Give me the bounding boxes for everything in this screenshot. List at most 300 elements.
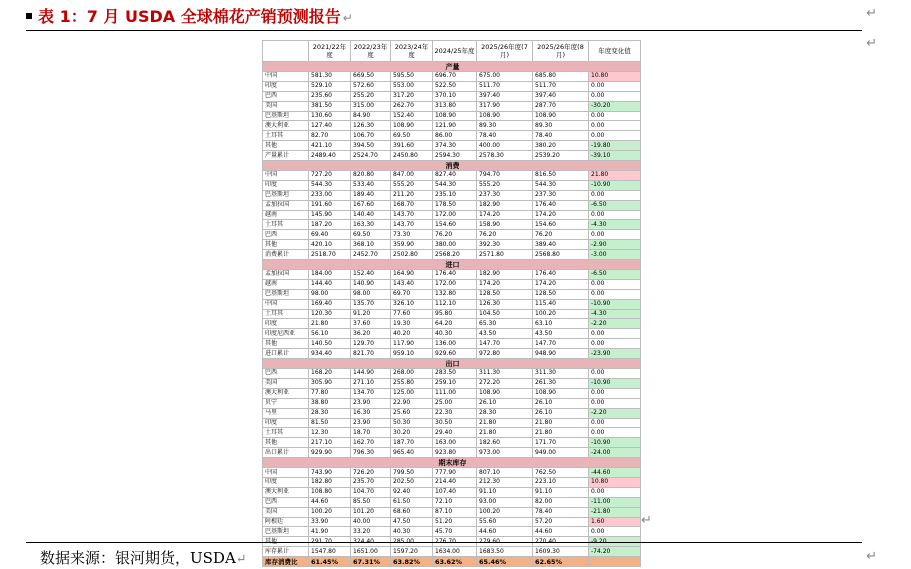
table-cell: 182.80 (309, 477, 351, 487)
table-cell: 21.80 (477, 428, 533, 438)
table-cell: 108.90 (533, 388, 589, 398)
section-header-row (263, 458, 641, 468)
row-label: 阿根廷 (263, 517, 309, 527)
table-body (263, 62, 641, 567)
table-cell: 397.40 (477, 91, 533, 101)
table-cell: 77.80 (309, 388, 351, 398)
table-cell: 108.90 (533, 111, 589, 121)
table-cell: 38.80 (309, 398, 351, 408)
table-cell: 287.70 (533, 101, 589, 111)
table-cell: 2594.30 (433, 151, 477, 161)
table-cell: 28.30 (477, 408, 533, 418)
table-cell: 112.10 (433, 299, 477, 309)
table-row (263, 289, 641, 299)
table-cell: 40.30 (433, 329, 477, 339)
change-cell: 0.00 (589, 190, 641, 200)
table-cell: 104.70 (351, 487, 391, 497)
table-cell: 233.00 (309, 190, 351, 200)
table-cell: 167.60 (351, 200, 391, 210)
table-cell: 182.90 (477, 200, 533, 210)
table-cell: 143.70 (391, 220, 433, 230)
change-cell: -6.50 (589, 200, 641, 210)
table-cell: 816.50 (533, 171, 589, 181)
table-row (263, 190, 641, 200)
table-row (263, 349, 641, 359)
row-label: 澳大利亚 (263, 388, 309, 398)
table-cell: 61.45% (309, 557, 351, 567)
table-cell: 128.50 (477, 289, 533, 299)
table-cell: 929.60 (433, 349, 477, 359)
row-label: 进口累计 (263, 349, 309, 359)
table-cell: 62.65% (533, 557, 589, 567)
table-cell: 33.20 (351, 527, 391, 537)
table-cell: 65.30 (477, 319, 533, 329)
table-cell: 973.00 (477, 448, 533, 458)
table-cell: 73.30 (391, 230, 433, 240)
table-cell: 84.90 (351, 111, 391, 121)
table-cell: 121.90 (433, 121, 477, 131)
table-cell: 108.90 (477, 111, 533, 121)
table-cell: 172.00 (433, 210, 477, 220)
table-cell: 100.20 (533, 309, 589, 319)
table-cell: 26.10 (477, 398, 533, 408)
row-label: 美国 (263, 378, 309, 388)
table-cell: 125.00 (391, 388, 433, 398)
table-cell: 95.80 (433, 309, 477, 319)
table-cell: 104.50 (477, 309, 533, 319)
table-cell: 174.20 (533, 210, 589, 220)
change-cell: 0.00 (589, 428, 641, 438)
section-header-row (263, 359, 641, 369)
table-header-row (263, 41, 641, 62)
table-cell: 36.20 (351, 329, 391, 339)
table-cell: 389.40 (533, 240, 589, 250)
title-bullet (26, 13, 32, 19)
row-label: 澳大利亚 (263, 121, 309, 131)
table-cell: 85.50 (351, 497, 391, 507)
table-row (263, 339, 641, 349)
table-cell: 91.20 (351, 309, 391, 319)
row-label: 巴西 (263, 91, 309, 101)
table-cell: 223.10 (533, 477, 589, 487)
table-cell: 55.60 (477, 517, 533, 527)
table-cell: 163.30 (351, 220, 391, 230)
table-cell: 143.40 (391, 279, 433, 289)
table-cell: 63.10 (533, 319, 589, 329)
row-label: 美国 (263, 507, 309, 517)
table-cell: 217.10 (309, 438, 351, 448)
table-cell: 1651.00 (351, 547, 391, 557)
table-cell: 380.00 (433, 240, 477, 250)
table-cell: 45.70 (433, 527, 477, 537)
row-label: 中国 (263, 171, 309, 181)
change-cell: -10.90 (589, 378, 641, 388)
table-row (263, 220, 641, 230)
table-cell: 44.60 (309, 497, 351, 507)
table-cell: 145.90 (309, 210, 351, 220)
table-cell: 553.00 (391, 81, 433, 91)
table-cell: 794.70 (477, 171, 533, 181)
table-cell: 22.30 (433, 408, 477, 418)
row-label: 其他 (263, 141, 309, 151)
table-row (263, 517, 641, 527)
table-cell: 268.00 (391, 369, 433, 379)
change-cell: 21.80 (589, 171, 641, 181)
change-cell: -30.20 (589, 101, 641, 111)
table-cell: 19.30 (391, 319, 433, 329)
table-cell: 511.70 (477, 81, 533, 91)
table-cell: 696.70 (433, 72, 477, 82)
table-row (263, 250, 641, 260)
table-cell: 162.70 (351, 438, 391, 448)
table-cell: 82.70 (309, 131, 351, 141)
table-cell: 25.60 (391, 408, 433, 418)
table-cell: 72.10 (433, 497, 477, 507)
table-cell: 21.80 (533, 418, 589, 428)
table-cell: 65.46% (477, 557, 533, 567)
table-cell: 86.00 (433, 131, 477, 141)
table-cell: 132.80 (433, 289, 477, 299)
table-cell: 68.60 (391, 507, 433, 517)
table-cell: 313.80 (433, 101, 477, 111)
table-cell: 174.20 (477, 210, 533, 220)
table-cell: 394.50 (351, 141, 391, 151)
section-header-row (263, 260, 641, 270)
bottom-rule (26, 542, 862, 543)
table-cell: 154.60 (533, 220, 589, 230)
table-cell: 117.90 (391, 339, 433, 349)
table-cell: 359.90 (391, 240, 433, 250)
table-cell: 381.50 (309, 101, 351, 111)
table-cell: 23.90 (351, 398, 391, 408)
table-cell: 237.30 (477, 190, 533, 200)
row-label: 土耳其 (263, 428, 309, 438)
change-cell: -3.00 (589, 250, 641, 260)
table-row (263, 121, 641, 131)
change-cell: -39.10 (589, 151, 641, 161)
column-header: 年度变化值 (589, 41, 641, 62)
table-cell: 140.40 (351, 210, 391, 220)
table-cell: 108.90 (433, 111, 477, 121)
table-cell: 370.10 (433, 91, 477, 101)
table-cell: 82.00 (533, 497, 589, 507)
table-cell: 154.60 (433, 220, 477, 230)
table-cell: 326.10 (391, 299, 433, 309)
table-cell: 144.40 (309, 279, 351, 289)
table-cell: 51.20 (433, 517, 477, 527)
table-cell: 374.30 (433, 141, 477, 151)
change-cell: 1.60 (589, 517, 641, 527)
row-label: 土耳其 (263, 220, 309, 230)
table-cell: 581.30 (309, 72, 351, 82)
table-cell: 799.50 (391, 468, 433, 478)
table-cell: 2524.70 (351, 151, 391, 161)
table-cell: 40.30 (391, 527, 433, 537)
table-cell: 2450.80 (391, 151, 433, 161)
table-cell: 63.82% (391, 557, 433, 567)
change-cell: -4.30 (589, 220, 641, 230)
table-cell: 87.10 (433, 507, 477, 517)
table-cell: 44.60 (533, 527, 589, 537)
table-cell: 30.50 (433, 418, 477, 428)
row-label: 印度 (263, 180, 309, 190)
table-cell: 18.70 (351, 428, 391, 438)
table-row (263, 448, 641, 458)
table-cell: 171.70 (533, 438, 589, 448)
table-cell: 47.50 (391, 517, 433, 527)
table-cell: 259.10 (433, 378, 477, 388)
table-cell: 544.30 (433, 180, 477, 190)
table-cell: 64.20 (433, 319, 477, 329)
change-cell: 0.00 (589, 81, 641, 91)
table-cell: 727.20 (309, 171, 351, 181)
column-header: 2024/25年度 (433, 41, 477, 62)
table-cell: 152.40 (351, 270, 391, 280)
table-cell: 271.10 (351, 378, 391, 388)
row-label: 中国 (263, 468, 309, 478)
table-cell: 2518.70 (309, 250, 351, 260)
change-cell: 0.00 (589, 210, 641, 220)
row-label: 土耳其 (263, 309, 309, 319)
table-cell: 187.20 (309, 220, 351, 230)
table-cell: 91.10 (477, 487, 533, 497)
column-header: 2023/24年度 (391, 41, 433, 62)
table-cell: 675.00 (477, 72, 533, 82)
table-cell: 23.90 (351, 418, 391, 428)
table-row (263, 279, 641, 289)
change-cell (589, 557, 641, 567)
table-cell: 91.10 (533, 487, 589, 497)
table-cell: 272.20 (477, 378, 533, 388)
paragraph-mark-icon: ↵ (235, 552, 247, 567)
table-cell: 237.30 (533, 190, 589, 200)
table-cell: 315.00 (351, 101, 391, 111)
table-cell: 98.00 (309, 289, 351, 299)
table-cell: 544.30 (533, 180, 589, 190)
table-cell: 21.80 (309, 319, 351, 329)
table-cell: 76.20 (433, 230, 477, 240)
table-cell: 726.20 (351, 468, 391, 478)
table-cell: 212.30 (477, 477, 533, 487)
change-cell: 0.00 (589, 230, 641, 240)
row-label: 印度 (263, 319, 309, 329)
table-cell: 948.90 (533, 349, 589, 359)
table-cell: 127.40 (309, 121, 351, 131)
table-cell: 25.00 (433, 398, 477, 408)
table-cell: 69.70 (391, 289, 433, 299)
row-label: 库存累计 (263, 547, 309, 557)
row-label: 巴西 (263, 230, 309, 240)
table-cell: 22.90 (391, 398, 433, 408)
table-cell: 533.40 (351, 180, 391, 190)
table-cell: 572.60 (351, 81, 391, 91)
section-title: 消费 (263, 161, 641, 171)
table-cell: 283.50 (433, 369, 477, 379)
table-row (263, 507, 641, 517)
table-cell: 26.10 (533, 408, 589, 418)
change-cell: 0.00 (589, 289, 641, 299)
table-cell: 807.10 (477, 468, 533, 478)
change-cell: 0.00 (589, 121, 641, 131)
change-cell: 0.00 (589, 279, 641, 289)
row-label: 越南 (263, 210, 309, 220)
table-cell: 130.60 (309, 111, 351, 121)
table-cell: 152.40 (391, 111, 433, 121)
row-label: 巴基斯坦 (263, 111, 309, 121)
row-label: 巴西 (263, 497, 309, 507)
table-row (263, 171, 641, 181)
table-cell: 305.90 (309, 378, 351, 388)
table-cell: 1609.30 (533, 547, 589, 557)
table-cell: 93.00 (477, 497, 533, 507)
table-cell: 174.20 (533, 279, 589, 289)
row-label: 其他 (263, 339, 309, 349)
table-cell: 135.70 (351, 299, 391, 309)
table-cell: 929.90 (309, 448, 351, 458)
table-cell: 176.40 (433, 270, 477, 280)
row-label: 出口累计 (263, 448, 309, 458)
table-row (263, 151, 641, 161)
section-header-row (263, 161, 641, 171)
table-cell: 69.40 (309, 230, 351, 240)
table-row (263, 81, 641, 91)
table-cell: 40.00 (351, 517, 391, 527)
row-label: 越南 (263, 279, 309, 289)
table-cell: 211.20 (391, 190, 433, 200)
change-cell: 10.80 (589, 477, 641, 487)
table-cell: 685.80 (533, 72, 589, 82)
row-label: 土耳其 (263, 131, 309, 141)
table-cell: 147.70 (533, 339, 589, 349)
row-label: 孟加拉国 (263, 200, 309, 210)
cotton-forecast-table (262, 40, 641, 567)
change-cell: 0.00 (589, 131, 641, 141)
table-cell: 255.80 (391, 378, 433, 388)
table-cell: 255.20 (351, 91, 391, 101)
paragraph-mark-icon: ↵ (866, 6, 877, 21)
table-cell: 421.10 (309, 141, 351, 151)
change-cell: 0.00 (589, 418, 641, 428)
change-cell: -21.80 (589, 507, 641, 517)
table-cell: 115.40 (533, 299, 589, 309)
column-header: 2022/23年度 (351, 41, 391, 62)
row-label: 印度 (263, 81, 309, 91)
table-cell: 40.20 (391, 329, 433, 339)
column-header: 2021/22年度 (309, 41, 351, 62)
table-cell: 762.50 (533, 468, 589, 478)
table-cell: 12.30 (309, 428, 351, 438)
change-cell: -19.80 (589, 141, 641, 151)
table-cell: 89.30 (533, 121, 589, 131)
table-cell: 21.80 (477, 418, 533, 428)
table-cell: 168.20 (309, 369, 351, 379)
page-title: 表 1：7 月 USDA 全球棉花产销预测报告 ↵ (38, 7, 353, 26)
row-label: 马里 (263, 408, 309, 418)
change-cell: -10.90 (589, 299, 641, 309)
table-cell: 111.00 (433, 388, 477, 398)
change-cell: -11.00 (589, 497, 641, 507)
table-cell: 120.30 (309, 309, 351, 319)
table-row (263, 468, 641, 478)
table-cell: 595.50 (391, 72, 433, 82)
table-cell: 172.00 (433, 279, 477, 289)
table-cell: 143.70 (391, 210, 433, 220)
table-cell: 169.40 (309, 299, 351, 309)
source-note: 数据来源：银河期货，USDA (40, 549, 236, 567)
row-label: 巴基斯坦 (263, 289, 309, 299)
table-cell: 796.30 (351, 448, 391, 458)
table-cell: 959.10 (391, 349, 433, 359)
table-cell: 136.00 (433, 339, 477, 349)
section-title: 出口 (263, 359, 641, 369)
table-cell: 176.40 (533, 270, 589, 280)
table-cell: 529.10 (309, 81, 351, 91)
table-cell: 98.00 (351, 289, 391, 299)
table-cell: 820.80 (351, 171, 391, 181)
table-cell: 134.70 (351, 388, 391, 398)
change-cell: -23.90 (589, 349, 641, 359)
table-cell: 176.40 (533, 200, 589, 210)
row-label: 孟加拉国 (263, 270, 309, 280)
stock-to-use-ratio-row (263, 557, 641, 567)
change-cell: -10.90 (589, 180, 641, 190)
table-cell: 1634.00 (433, 547, 477, 557)
table-cell: 178.50 (433, 200, 477, 210)
change-cell: -2.20 (589, 408, 641, 418)
table-cell: 262.70 (391, 101, 433, 111)
table-cell: 26.10 (533, 398, 589, 408)
table-cell: 168.70 (391, 200, 433, 210)
table-cell: 126.30 (351, 121, 391, 131)
table-cell: 1597.20 (391, 547, 433, 557)
table-row (263, 418, 641, 428)
table-cell: 397.40 (533, 91, 589, 101)
table-cell: 965.40 (391, 448, 433, 458)
row-label: 巴基斯坦 (263, 527, 309, 537)
table-row (263, 547, 641, 557)
table-cell: 2571.80 (477, 250, 533, 260)
table-cell: 2452.70 (351, 250, 391, 260)
table-cell: 21.80 (533, 428, 589, 438)
table-row (263, 497, 641, 507)
table-cell: 69.50 (351, 230, 391, 240)
table-cell: 847.00 (391, 171, 433, 181)
table-cell: 235.70 (351, 477, 391, 487)
table-cell: 16.30 (351, 408, 391, 418)
change-cell: 10.80 (589, 72, 641, 82)
table-cell: 147.70 (477, 339, 533, 349)
table-row (263, 477, 641, 487)
row-label: 印度尼西亚 (263, 329, 309, 339)
table-cell: 420.10 (309, 240, 351, 250)
table-row (263, 388, 641, 398)
table-row (263, 408, 641, 418)
table-cell: 2568.20 (433, 250, 477, 260)
table-row (263, 270, 641, 280)
table-cell: 108.80 (309, 487, 351, 497)
table-cell: 37.60 (351, 319, 391, 329)
change-cell: 0.00 (589, 527, 641, 537)
table-cell: 140.50 (309, 339, 351, 349)
table-cell: 777.90 (433, 468, 477, 478)
table-cell: 182.90 (477, 270, 533, 280)
change-cell: -10.90 (589, 438, 641, 448)
table-cell: 669.50 (351, 72, 391, 82)
table-cell: 77.60 (391, 309, 433, 319)
table-cell: 187.70 (391, 438, 433, 448)
table-cell: 400.00 (477, 141, 533, 151)
table-row (263, 131, 641, 141)
